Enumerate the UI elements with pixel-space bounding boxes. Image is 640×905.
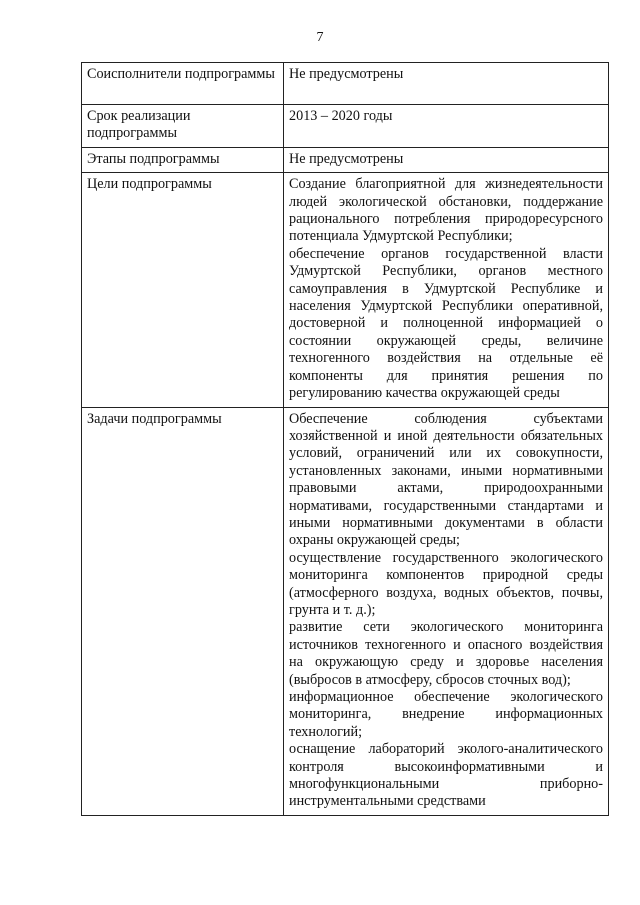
row-value [284, 147, 609, 172]
value-paragraph: информационное обеспечение экологического мониторинга, внедрение информационных технологий; [289, 689, 603, 740]
table-row-term [82, 105, 609, 148]
row-value [284, 173, 609, 407]
table-row-tasks [82, 407, 609, 815]
value-paragraph: Создание благоприятной для жизнедеятельности людей экологической обстановки, поддержание рационального потребления природоресурсного потенциала Удмуртской Республики; [289, 176, 603, 245]
value-paragraph: оснащение лабораторий эколого-аналитического контроля высокоинформативными и многофункциональными приборно-инструментальными средствами [289, 741, 603, 810]
page-number: 7 [316, 30, 324, 45]
table-row-stages [82, 147, 609, 172]
value-paragraph: Не предусмотрены [289, 150, 404, 167]
value-paragraph: развитие сети экологического мониторинга источников техногенного и опасного воздействия на окружающую среду и здоровье населения (выбросов в атмосферу, сбросов сточных вод); [289, 619, 603, 688]
row-label: Задачи подпрограммы [82, 407, 284, 815]
row-label: Срок реализации подпрограммы [82, 105, 284, 148]
row-label: Цели подпрограммы [82, 173, 284, 407]
row-value [284, 63, 609, 105]
value-paragraph: Не предусмотрены [289, 66, 404, 82]
row-label: Этапы подпрограммы [82, 147, 284, 172]
value-paragraph: Обеспечение соблюдения субъектами хозяйственной и иной деятельности обязательных условий, ограничений или их совокупности, установленных законами, иными нормативными правовыми актами, природоохранными нормативами, государственными стандартами и иными нормативными документами в области охраны окружающей среды; [289, 410, 603, 549]
table-row-goals [82, 173, 609, 407]
value-paragraph: 2013 – 2020 годы [289, 108, 393, 124]
subprogram-passport-table [81, 62, 609, 816]
row-label: Соисполнители подпрограммы [82, 63, 284, 105]
value-paragraph: обеспечение органов государственной власти Удмуртской Республики, органов местного самоуправления в Удмуртской Республике и населения Удмуртской Республики оперативной, достоверной и полноценной информацией о состоянии окружающей среды, величине техногенного воздействия на отдельные её компоненты для принятия решения по регулированию качества окружающей среды [289, 245, 603, 402]
row-value [284, 407, 609, 815]
table-row-co-executors [82, 63, 609, 105]
row-value [284, 105, 609, 148]
value-paragraph: осуществление государственного экологического мониторинга компонентов природной среды (атмосферного воздуха, водных объектов, почвы, грунта и т. д.); [289, 549, 603, 618]
